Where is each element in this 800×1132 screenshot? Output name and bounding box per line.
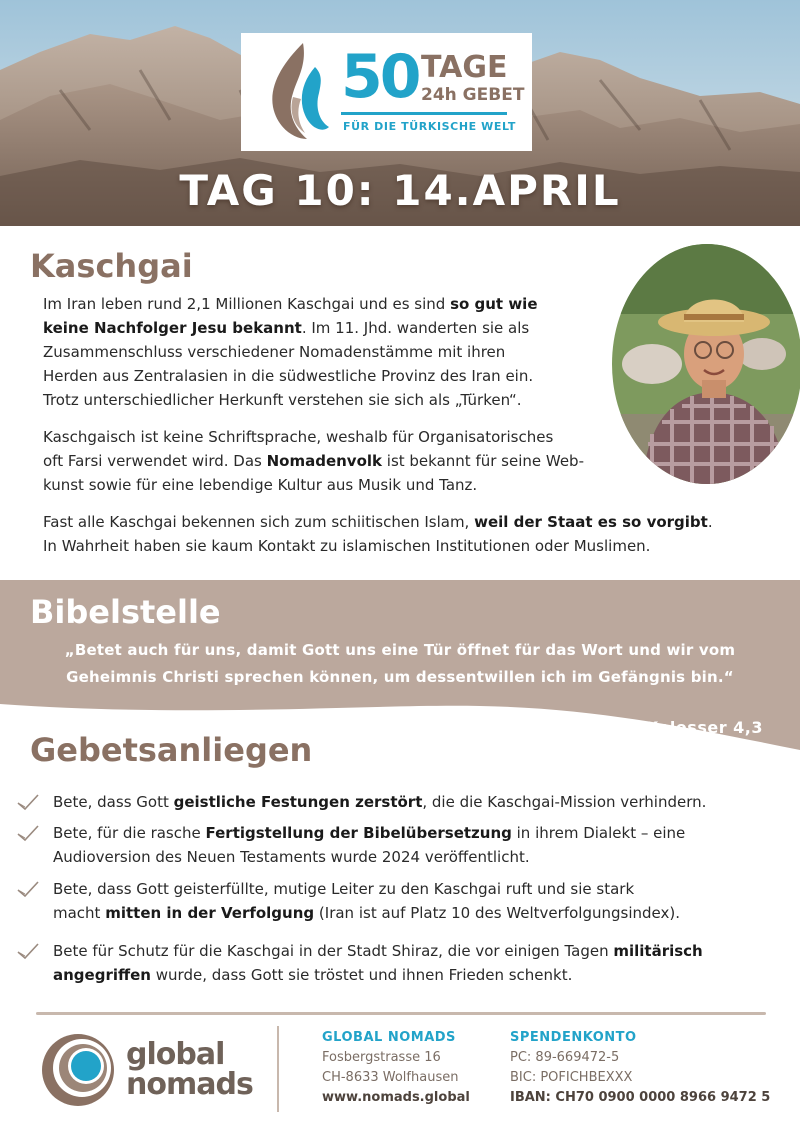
logo-subtitle: FÜR DIE TÜRKISCHE WELT (343, 120, 516, 133)
emphasis: geistliche Festungen zerstört (173, 793, 423, 811)
logo-number: 50 (341, 42, 419, 112)
emphasis: Nomadenvolk (266, 452, 383, 470)
verse-line: „Betet auch für uns, damit Gott uns eine Tür öffnet für das Wort und wir vom (64, 641, 736, 659)
logo-word-nomads: nomads (126, 1067, 253, 1102)
intro-paragraph-1 (43, 292, 603, 412)
bible-verse (0, 637, 800, 691)
text: In Wahrheit haben sie kaum Kontakt zu islamischen Institutionen oder Muslimen. (43, 537, 651, 555)
logo-tage: TAGE (421, 50, 508, 85)
text: Audioversion des Neuen Testaments wurde 2024 veröffentlicht. (53, 848, 530, 866)
text: Bete für Schutz für die Kaschgai in der Stadt Shiraz, die vor einigen Tagen (53, 942, 614, 960)
text: wurde, dass Gott sie tröstet und ihnen Frieden schenkt. (151, 966, 573, 984)
prayer-item-1 (16, 790, 796, 816)
org-city: CH-8633 Wolfhausen (322, 1070, 459, 1085)
emphasis: militärisch (613, 942, 703, 960)
text: in ihrem Dialekt – eine (511, 824, 686, 842)
prayer-item-4 (16, 939, 796, 989)
logo-underline (341, 112, 507, 115)
footer-donation-column (510, 1028, 770, 1108)
text: oft Farsi verwendet wird. Das (43, 452, 267, 470)
day-title: TAG 10: 14.APRIL (179, 166, 621, 215)
text: Bete, dass Gott geisterfüllte, mutige Leiter zu den Kaschgai ruft und sie stark (53, 880, 635, 898)
checkmark-icon (16, 823, 40, 843)
logo-word-global: global (126, 1037, 225, 1072)
checkmark-icon (16, 792, 40, 812)
donation-iban: IBAN: CH70 0900 0000 8966 9472 5 (510, 1090, 771, 1105)
logo-hours: 24h GEBET (421, 85, 525, 105)
text: , die die Kaschgai-Mission verhindern. (422, 793, 707, 811)
footer-vertical-divider (277, 1026, 279, 1112)
text: Bete, für die rasche (53, 824, 206, 842)
emphasis: keine Nachfolger Jesu bekannt (43, 319, 302, 337)
text: macht (53, 904, 106, 922)
section-title-kaschgai: Kaschgai (30, 247, 193, 285)
text: Trotz unterschiedlicher Herkunft verstehen sie sich als „Türken“. (43, 391, 522, 409)
emphasis: angegriffen (53, 966, 151, 984)
text: kunst sowie für eine lebendige Kultur aus Musik und Tanz. (43, 476, 478, 494)
emphasis: mitten in der Verfolgung (105, 904, 315, 922)
donation-bic: BIC: POFICHBEXXX (510, 1070, 633, 1085)
prayer-item-3 (16, 877, 796, 927)
section-title-bibelstelle: Bibelstelle (30, 593, 221, 631)
text: Zusammenschluss verschiedener Nomadenstämme mit ihren (43, 343, 506, 361)
org-website-link[interactable]: www.nomads.global (322, 1090, 470, 1105)
emphasis: so gut wie (450, 295, 538, 313)
text: Im Iran leben rund 2,1 Millionen Kaschgai und es sind (43, 295, 451, 313)
campaign-logo (241, 33, 532, 151)
org-street: Fosbergstrasse 16 (322, 1050, 441, 1065)
verse-line: Geheimnis Christi sprechen können, um dessentwillen ich im Gefängnis bin.“ (66, 668, 734, 686)
text: Fast alle Kaschgai bekennen sich zum schiitischen Islam, (43, 513, 475, 531)
section-title-gebetsanliegen: Gebetsanliegen (30, 731, 313, 769)
footer-address-column (322, 1028, 470, 1108)
text: . (707, 513, 713, 531)
intro-paragraph-2 (43, 425, 643, 497)
portrait-photo (612, 244, 800, 484)
global-nomads-logo-icon (38, 1030, 118, 1110)
donation-pc: PC: 89-669472-5 (510, 1050, 620, 1065)
intro-paragraph-3 (43, 510, 783, 558)
flame-icon (263, 41, 335, 143)
checkmark-icon (16, 879, 40, 899)
bible-reference: Kolosser 4,3 (645, 718, 763, 737)
text: Herden aus Zentralasien in die südwestliche Provinz des Iran ein. (43, 367, 534, 385)
org-heading: GLOBAL NOMADS (322, 1030, 456, 1045)
text: Kaschgaisch ist keine Schriftsprache, weshalb für Organisatorisches (43, 428, 554, 446)
text: ist bekannt für seine Web- (382, 452, 584, 470)
emphasis: weil der Staat es so vorgibt (474, 513, 708, 531)
header-banner (0, 0, 800, 226)
checkmark-icon (16, 941, 40, 961)
woman-portrait-image (612, 244, 800, 484)
text: . Im 11. Jhd. wanderten sie als (301, 319, 530, 337)
text: Bete, dass Gott (53, 793, 174, 811)
donation-heading: SPENDENKONTO (510, 1030, 637, 1045)
emphasis: Fertigstellung der Bibelübersetzung (205, 824, 512, 842)
prayer-item-2 (16, 821, 796, 871)
text: (Iran ist auf Platz 10 des Weltverfolgungsindex). (314, 904, 680, 922)
footer-divider (36, 1012, 766, 1015)
